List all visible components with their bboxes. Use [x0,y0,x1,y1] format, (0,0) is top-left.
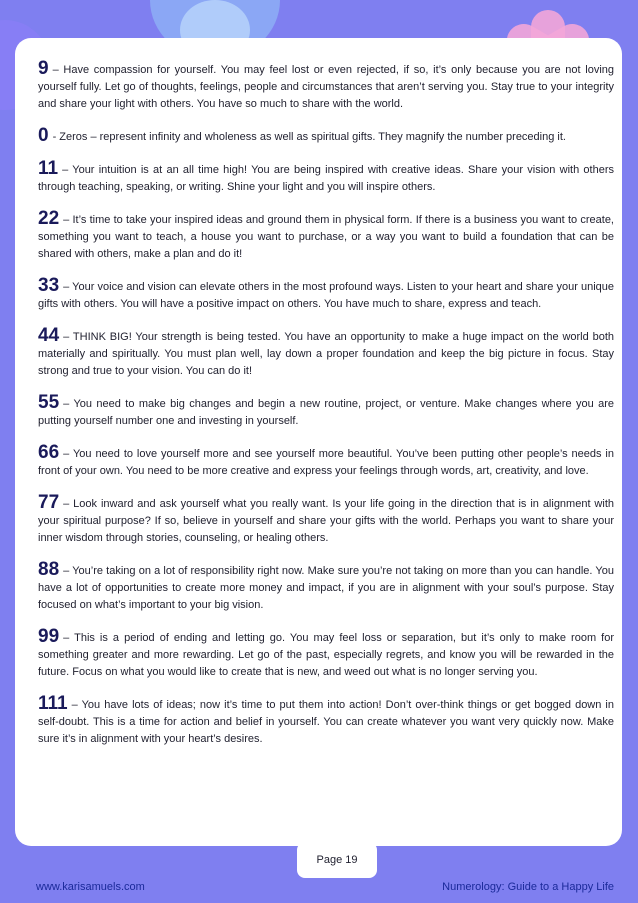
page-footer [0,872,638,903]
page-number: Page 19 [297,842,377,878]
number-description: – You need to love yourself more and see yourself more beautiful. You’ve been putting other people’s needs in front of your own. You need to be more creative and express your feelings through words, art, creativity, and love. [38,448,614,477]
number-description: – It’s time to take your inspired ideas and ground them in physical form. If there is a business you want to create, something you want to teach, a house you want to purchase, or a way you want to build a foundation that can be shared with others, make a plan and do it! [38,214,614,260]
number-heading: 66 [38,442,60,463]
number-heading: 88 [38,559,60,580]
list-item [38,394,614,430]
number-meanings-list [38,60,614,762]
number-heading: 0 [38,125,49,146]
guide-title: Numerology: Guide to a Happy Life [442,881,614,893]
list-item [38,327,614,380]
number-description: – Look inward and ask yourself what you really want. Is your life going in the direction that is in alignment with your spiritual purpose? If so, believe in yourself and share your gifts with the world. Perhaps you want to share your inner wisdom through stories, counseling, or healing others. [38,498,614,544]
number-description: - Zeros – represent infinity and wholeness as well as spiritual gifts. They magnify the number preceding it. [52,131,566,143]
list-item [38,628,614,681]
number-heading: 22 [38,208,60,229]
list-item [38,60,614,113]
number-heading: 77 [38,492,60,513]
document-page [15,38,622,846]
number-heading: 9 [38,58,49,79]
number-heading: 33 [38,275,60,296]
list-item [38,561,614,614]
number-description: – Your intuition is at an all time high! You are being inspired with creative ideas. Share your vision with others through teaching, speaking, or writing. Shine your light and you will inspire others. [38,164,614,193]
list-item [38,444,614,480]
number-heading: 99 [38,626,60,647]
number-description: – Your voice and vision can elevate others in the most profound ways. Listen to your heart and share your unique gifts with others. You will have a positive impact on others. You have much to share, express and teach. [38,281,614,310]
list-item [38,695,614,748]
list-item [38,127,614,146]
number-heading: 55 [38,392,60,413]
number-description: – You have lots of ideas; now it’s time to put them into action! Don’t over-think things or get bogged down in self-doubt. This is a time for action and belief in yourself. You can create whatever you want very quickly now. Make sure it’s in alignment with your heart’s desires. [38,699,614,745]
number-heading: 11 [38,158,59,179]
number-description: – Have compassion for yourself. You may feel lost or even rejected, if so, it’s only because you are not loving yourself fully. Let go of thoughts, feelings, people and circumstances that aren’t serving you. Stay true to your integrity and share your light with others. You have so much to share with the world. [38,64,614,110]
number-heading: 44 [38,325,60,346]
list-item [38,494,614,547]
number-description: – THINK BIG! Your strength is being tested. You have an opportunity to make a huge impact on the world both materially and spiritually. You must plan well, lay down a proper foundation and keep the big picture in focus. Stay strong and true to your vision. You can do it! [38,331,614,377]
number-description: – You need to make big changes and begin a new routine, project, or venture. Make changes where you are putting yourself number one and investing in yourself. [38,398,614,427]
number-description: – This is a period of ending and letting go. You may feel loss or separation, but it’s only to make room for something greater and more rewarding. Let go of the past, especially regrets, and know you will be rewarded in the future. Focus on what you would like to create that is new, and weed out what is no longer serving you. [38,632,614,678]
list-item [38,210,614,263]
list-item [38,160,614,196]
website-link[interactable]: www.karisamuels.com [36,881,145,893]
number-description: – You’re taking on a lot of responsibility right now. Make sure you’re not taking on more than you can handle. You have a lot of opportunities to create more money and impact, if you are in alignment with your soul’s purpose. Stay focused on what’s important to your big vision. [38,565,614,611]
number-heading: 111 [38,693,68,714]
list-item [38,277,614,313]
